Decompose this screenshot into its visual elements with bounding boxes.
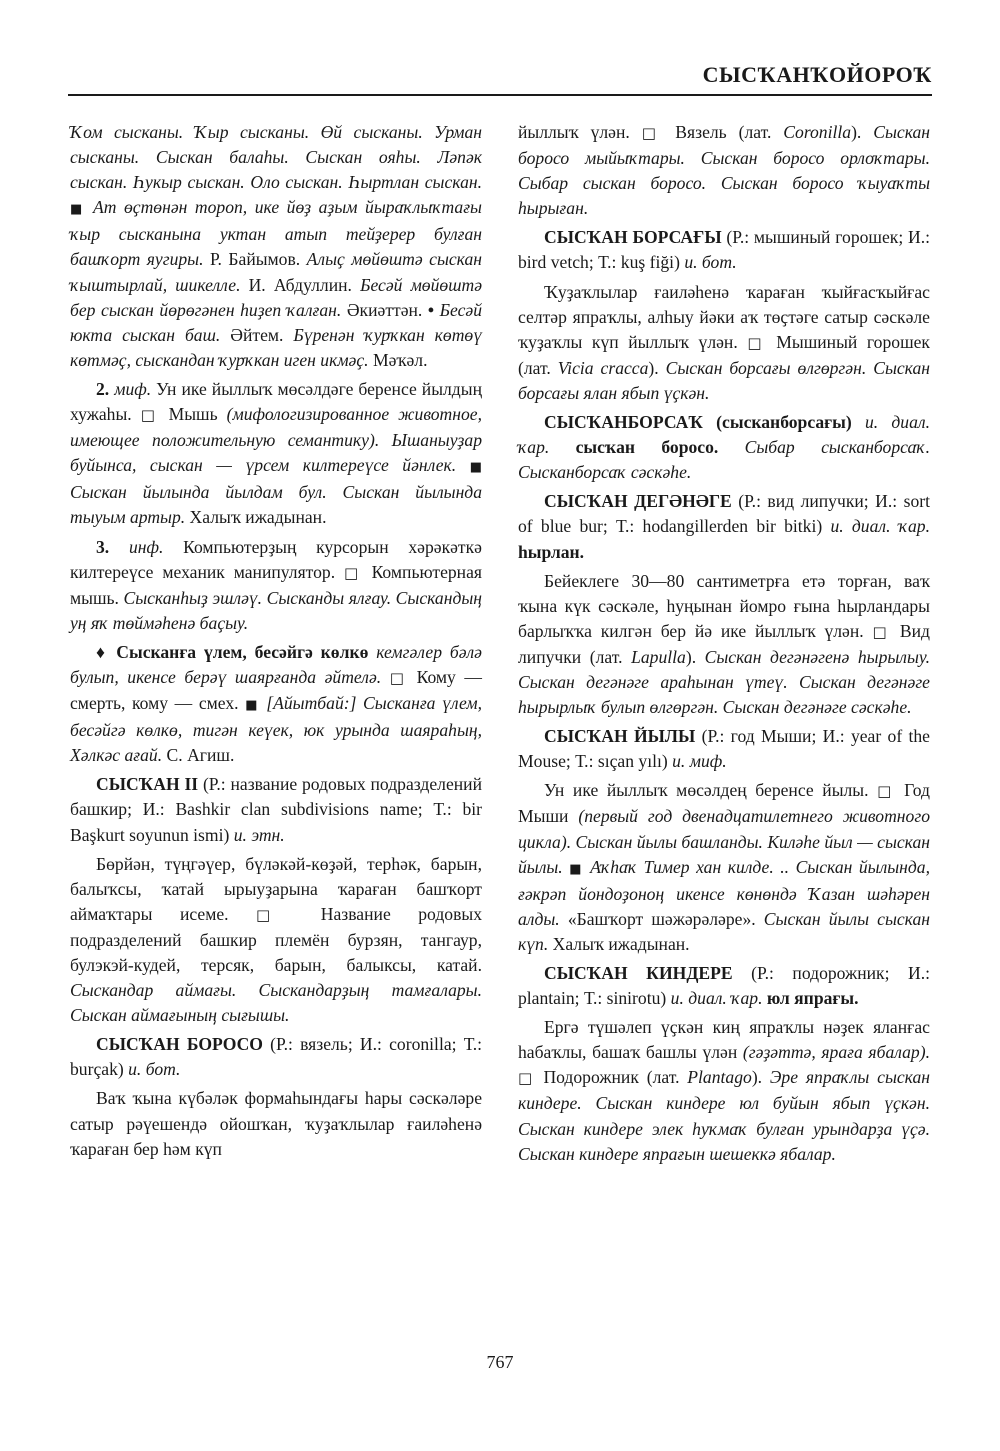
entry-headword-sysqan-boroso: СЫСҠАН БОРОСО (Р.: вязель; И.: coronilla; Т.: burçak) и. бот. xyxy=(70,1034,482,1080)
entry-paragraph: Бөрйән, түңгәүер, бүләкәй-көҙәй, терhәк, барын, балыҡсы, ҡатай ырыуҙарына ҡараған башҡорт аймаҡтары исеме. □ Название родовых подразделений башкир племён бурзян, тангаур, булэкэй-кудей, терсяк, барын, балыксы, катай. Сыскандар аймағы. Сыскандарҙың тамғалары. Сыскан аймағының сығышы. xyxy=(70,853,482,1026)
entry-paragraph: Ваҡ ҡына күбәләк формаhындағы hары сәскәләре сатыр рәүешендә ойошҡан, ҡуҙаҡлылар ғаиләhенә ҡараған бер hәм күп xyxy=(70,1088,482,1159)
entry-paragraph: 2. миф. Ун ике йыллыҡ мөсәлдәге беренсе йылдың хужаhы. □ Мышь (мифологизированное животное, имеющее положительную семантику). Ышаныуҙар буйынса, сыскан — үрсем килтереүсе йәнлек. ■ Сыскан йылында йылдам бул. Сыскан йылында тыуым артыр. Халыҡ ижадынан. xyxy=(70,378,482,528)
entry-paragraph: Ҡуҙаҡлылар ғаиләhенә ҡараған ҡыйғасҡыйғас селтәр япраҡлы, алhыу йәки аҡ төҫтәге сатыр сәскәле ҡуҙаҡлы күп йыллыҡ үлән. □ Мышиный горошек (лат. Vicia cracca). Сыскан борсағы өлгөргән. Сыскан борсағы ялан ябып үҫкән. xyxy=(518,281,930,403)
entry-paragraph: йыллыҡ үлән. □ Вязель (лат. Coronilla). Сыскан боросо мыйыҡтары. Сыскан боросо орлоҡтары. Сыбар сыскан боросо. Сыскан боросо ҡыуаҡты hырыған. xyxy=(518,122,931,219)
header-rule xyxy=(68,94,932,96)
entry-paragraph: 3. инф. Компьютерҙың курсорын хәрәкәткә килтереүсе механик манипулятор. □ Компьютерная мышь. Сысканһыҙ эшләү. Сысканды ялғау. Сыскандың уң яҡ төймәhенә баҫыу. xyxy=(70,536,482,633)
entry-paragraph: Ҡом сысканы. Ҡыр сысканы. Өй сысканы. Урман сысканы. Сыскан балаhы. Сыскан ояhы. Ләпәк сыскан. Һукыр сыскан. Оло сыскан. Һыртлан сыскан. ■ Ат өҫтөнән тороп, ике йөҙ аҙым йыраҡлыҡтағы ҡыр сысканына уктан атып тейҙерер булған башҡорт яугиры. Р. Байымов. Алыҫ мөйөштә сыскан ҡыштырлай, шикелле. И. Абдуллин. Бесәй мөйөштә бер сыскан йөрөгәнен hиҙеп ҡалған. Әкиәттән. • Бесәй юкта сыскан баш. Әйтем. Бүренән ҡурҡкан көтөү көтмәҫ, сыскандан ҡурҡкан иген икмәҫ. Мәҡәл. xyxy=(70,122,482,370)
entry-headword-sysqan-yyly: СЫСҠАН ЙЫЛЫ (Р.: год Мыши; И.: year of the Mouse; Т.: sıçan yılı) и. миф. xyxy=(518,726,930,772)
right-column xyxy=(518,120,930,1171)
entry-headword-sysqan-degenege: СЫСҠАН ДЕГӘНӘГЕ (Р.: вид липучки; И.: sort of blue bur; Т.: hodangillerden bir bitki) и. диал. ҡар. hырлан. xyxy=(518,491,930,562)
entry-headword-sysqan-borsagy: СЫСҠАН БОРСАҒЫ (Р.: мышиный горошек; И.: bird vetch; Т.: kuş fiği) и. бот. xyxy=(518,227,930,273)
left-column xyxy=(70,120,482,1166)
entry-paragraph: Бейеклеге 30—80 сантиметрға етә торған, ваҡ ҡына күк сәскәле, hуңынан йомро ғына hырландары барлыҡҡа килгән бер йә ике йыллыҡ үлән. □ Вид липучки (лат. Lapulla). Сыскан дегәнәгенә hырылыу. Сыскан дегәнәге араhынан үтеү. Сыскан дегәнәге hырырлыҡ булып өлгөргән. Сыскан дегәнәге сәскәhе. xyxy=(518,570,930,718)
entry-headword-sysqan-2: СЫСҠАН II (Р.: название родовых подразделений башкир; И.: Bashkir clan subdivisions name; Т.: bir Başkurt soyunun ismi) и. этн. xyxy=(70,774,483,845)
running-header: СЫСҠАНҠОЙОРОҠ xyxy=(702,62,932,87)
entry-paragraph: ♦ Сысканға үлем, бесәйгә көлкө кемгәлер бәлә булып, икенсе берәү шаярғанда әйтелә. □ Кому — смерть, кому — смех. ■ [Айытбай:] Сысканға үлем, бесәйгә көлкө, тигән кеүек, юк урында шаяраhың, Хәлкәс ағай. С. Агиш. xyxy=(70,641,482,766)
entry-paragraph: Ун ике йыллыҡ мөсәлдең беренсе йылы. □ Год Мыши (первый год двенадцатилетнего животного цикла). Сыскан йылы башланды. Киләhе йыл — сыскан йылы. ■ Аҡhаҡ Тимер хан килде. .. Сыскан йылында, ғәкрәп йондоҙоноң икенсе көнөндә Ҡазан шәhәрен алды. «Башҡорт шәжәрәләре». Сыскан йылы сыскан күп. Халыҡ ижадынан. xyxy=(518,780,931,954)
entry-paragraph: Ергә түшәлеп үҫкән киң япраҡлы нәҙек яланғас hабаҡлы, башаҡ башлы үлән (гәҙәттә, ярағa ябалар). □ Подорожник (лат. Plantago). Эре япраҡлы сыскан киндере. Сыскан киндере юл буйын ябып үҫкән. Сыскан киндере элек hуҡмаҡ булған урындарҙа үҫә. Сыскан киндере япрағын шешеккә ябалар. xyxy=(518,1017,930,1164)
page-number: 767 xyxy=(486,1352,514,1372)
entry-headword-sysqan-kindere: СЫСҠАН КИНДЕРЕ (Р.: подорожник; И.: plantain; Т.: sinirotu) и. диал. ҡар. юл япрағы. xyxy=(518,963,930,1009)
entry-headword-sysqanborsaq: СЫСҠАНБОРСАҠ (сысканборсағы) и. диал. ҡар. сысҡан боросо. Сыбар сысканборсаҡ. Сысканборсаҡ сәскәhе. xyxy=(518,412,930,483)
